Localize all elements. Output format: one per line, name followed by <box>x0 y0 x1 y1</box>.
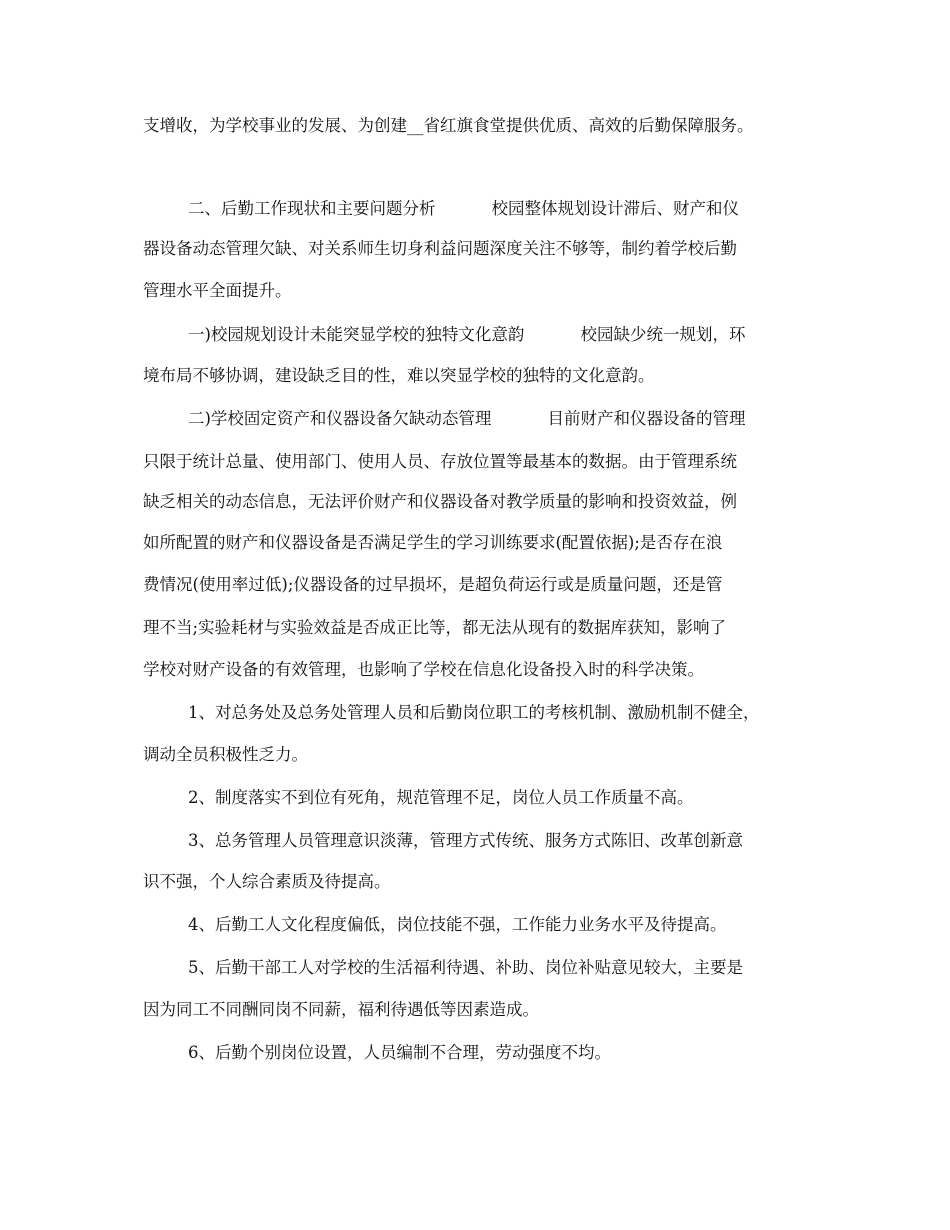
paragraph-line: 理不当;实验耗材与实验效益是否成正比等，都无法从现有的数据库获知，影响了 <box>143 618 727 637</box>
list-item-line: 因为同工不同酬同岗不同薪，福利待遇低等因素造成。 <box>143 1000 539 1019</box>
paragraph-text: 目前财产和仪器设备的管理 <box>547 409 746 428</box>
paragraph-text: 校园缺少统一规划，环 <box>580 325 746 344</box>
paragraph-line: 学校对财产设备的有效管理，也影响了学校在信息化设备投入时的科学决策。 <box>143 660 704 679</box>
paragraph-line <box>188 324 828 346</box>
paragraph-line: 境布局不够协调，建设缺乏目的性，难以突显学校的独特的文化意韵。 <box>143 366 655 385</box>
section-heading: 二)学校固定资产和仪器设备欠缺动态管理 <box>188 409 492 428</box>
list-item-line: 识不强，个人综合素质及待提高。 <box>143 872 391 891</box>
list-item-line: 6、后勤个别岗位设置，人员编制不合理，劳动强度不均。 <box>188 1043 611 1062</box>
section-heading: 一)校园规划设计未能突显学校的独特文化意韵 <box>188 325 525 344</box>
paragraph-line: 只限于统计总量、使用部门、使用人员、存放位置等最基本的数据。由于管理系统 <box>143 452 737 471</box>
section-heading: 二、后勤工作现状和主要问题分析 <box>188 199 436 218</box>
paragraph-line: 费情况(使用率过低);仪器设备的过早损坏，是超负荷运行或是质量问题，还是管 <box>143 575 723 594</box>
list-item-line: 2、制度落实不到位有死角，规范管理不足，岗位人员工作质量不高。 <box>188 788 694 807</box>
paragraph-line <box>188 198 828 220</box>
paragraph-line: 缺乏相关的动态信息，无法评价财产和仪器设备对教学质量的影响和投资效益，例 <box>143 492 737 511</box>
list-item-line: 3、总务管理人员管理意识淡薄，管理方式传统、服务方式陈旧、改革创新意 <box>188 831 743 850</box>
list-item-line: 4、后勤工人文化程度偏低，岗位技能不强，工作能力业务水平及待提高。 <box>188 915 727 934</box>
list-item-line: 1、对总务处及总务处管理人员和后勤岗位职工的考核机制、激励机制不健全， <box>188 703 760 722</box>
paragraph-line: 管理水平全面提升。 <box>143 281 292 300</box>
list-item-line: 5、后勤干部工人对学校的生活福利待遇、补助、岗位补贴意见较大，主要是 <box>188 958 743 977</box>
paragraph-text: 校园整体规划设计滞后、财产和仪 <box>491 199 739 218</box>
paragraph-line: 如所配置的财产和仪器设备是否满足学生的学习训练要求(配置依据);是否存在浪 <box>143 533 723 552</box>
list-item-line: 调动全员积极性乏力。 <box>143 745 308 764</box>
paragraph-line <box>188 408 828 430</box>
paragraph-line: 器设备动态管理欠缺、对关系师生切身利益问题深度关注不够等，制约着学校后勤 <box>143 239 737 258</box>
paragraph-line: 支增收，为学校事业的发展、为创建__省红旗食堂提供优质、高效的后勤保障服务。 <box>143 116 754 135</box>
